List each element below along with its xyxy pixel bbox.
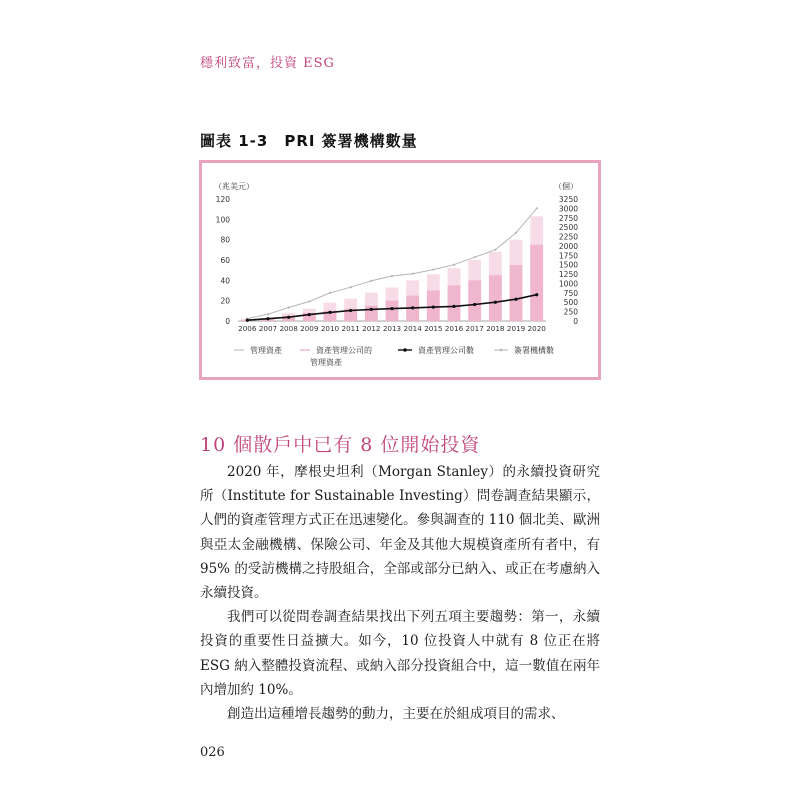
left-axis-unit: （兆美元） (214, 182, 254, 191)
x-tick-label: 2010 (320, 324, 340, 333)
manager-count-point (308, 313, 311, 316)
right-tick-label: 1750 (558, 251, 578, 261)
manager-count-point (349, 309, 352, 312)
left-tick-label: 80 (220, 235, 230, 245)
right-tick-label: 0 (573, 317, 578, 326)
figure-title: 圖表 1-3 PRI 簽署機構數量 (200, 132, 418, 150)
legend-label: 管理資產 (310, 358, 342, 367)
signatories-point (494, 249, 496, 251)
left-tick-label: 60 (220, 256, 230, 265)
left-tick-label: 0 (225, 317, 230, 326)
signatories-point (329, 292, 331, 294)
x-tick-label: 2007 (258, 324, 278, 333)
right-axis-unit: （個） (554, 182, 578, 191)
manager-count-point (432, 306, 435, 309)
manager-count-point (390, 307, 393, 310)
signatories-point (432, 268, 434, 270)
right-tick-label: 1250 (558, 270, 578, 280)
manager-count-point (535, 293, 538, 296)
left-tick-label: 40 (220, 276, 230, 286)
left-tick-label: 120 (215, 195, 230, 204)
bar-manager-assets (386, 301, 399, 321)
right-tick-label: 2250 (558, 232, 578, 242)
right-tick-label: 3250 (558, 195, 578, 204)
x-tick-label: 2009 (300, 324, 319, 333)
x-tick-label: 2016 (444, 324, 464, 333)
bar-manager-assets (530, 245, 543, 321)
section-heading: 10 個散戶中已有 8 位開始投資 (200, 434, 481, 456)
paragraph-1: 2020 年，摩根史坦利（Morgan Stanley）的永續投資研究所（Institute for Sustainable Investing）問卷調查結果顯示，人們的資產管理方式正在迅速變化。參與調查的 110 個北美、歐洲與亞太金融機構、保險公司、年金及其他大規模資產所有者中，有 95% 的受訪機構之持股組合，全部或部分已納入、或正在考慮納入永續投資。 (200, 464, 600, 602)
right-tick-label: 3000 (558, 204, 578, 214)
signatories-point (515, 232, 517, 234)
x-tick-label: 2019 (506, 324, 526, 333)
bar-manager-assets (468, 280, 481, 321)
manager-count-point (287, 316, 290, 319)
legend-marker-manager-count (403, 348, 407, 352)
signatories-point (474, 256, 476, 258)
signatories-point (412, 273, 414, 275)
manager-count-point (411, 306, 414, 309)
x-tick-label: 2017 (465, 324, 484, 333)
running-head: 穩利致富，投資 ESG (200, 56, 335, 71)
x-tick-label: 2013 (382, 324, 402, 333)
signatories-point (536, 207, 538, 209)
legend-label: 資產管理公司的 (316, 346, 372, 355)
paragraph-2: 我們可以從問卷調查結果找出下列五項主要趨勢：第一，永續投資的重要性日益擴大。如今，10 位投資人中就有 8 位正在將 ESG 納入整體投資流程、或納入部分投資組合中，這一數值在兩年內增加約 10%。 (200, 609, 600, 698)
signatories-point (288, 306, 290, 308)
page-number: 026 (200, 745, 225, 760)
manager-count-point (370, 308, 373, 311)
manager-count-point (494, 301, 497, 304)
x-tick-label: 2008 (279, 324, 298, 333)
signatories-point (453, 264, 455, 266)
x-tick-label: 2018 (486, 324, 505, 333)
right-tick-label: 1000 (558, 279, 578, 289)
x-tick-label: 2020 (527, 324, 546, 333)
signatories-point (308, 300, 310, 302)
right-tick-label: 2750 (558, 213, 578, 223)
manager-count-point (473, 303, 476, 306)
right-tick-label: 2000 (558, 241, 578, 251)
signatories-point (370, 280, 372, 282)
right-tick-label: 1500 (558, 260, 578, 270)
bar-manager-assets (448, 285, 461, 321)
right-tick-label: 250 (563, 307, 578, 317)
right-tick-label: 500 (563, 298, 578, 308)
signatories-point (350, 286, 352, 288)
left-tick-label: 20 (220, 296, 230, 306)
x-tick-label: 2012 (362, 324, 381, 333)
signatories-point (391, 275, 393, 277)
manager-count-point (514, 298, 517, 301)
signatories-point (267, 313, 269, 315)
manager-count-point (328, 311, 331, 314)
x-tick-label: 2006 (238, 324, 257, 333)
bar-manager-assets (489, 275, 502, 321)
legend-label: 簽署機構數 (514, 346, 554, 355)
paragraph-3: 創造出這種增長趨勢的動力，主要在於組成項目的需求、 (227, 706, 565, 723)
left-tick-label: 100 (215, 215, 230, 225)
manager-count-point (246, 319, 249, 322)
x-tick-label: 2014 (403, 324, 422, 333)
chart-frame (199, 160, 601, 380)
manager-count-point (452, 305, 455, 308)
x-tick-label: 2015 (424, 324, 443, 333)
legend-marker-signatories (500, 349, 503, 352)
right-tick-label: 2500 (558, 223, 578, 233)
pri-chart (202, 163, 598, 377)
right-tick-label: 750 (563, 288, 578, 298)
legend-label: 資產管理公司數 (418, 346, 474, 355)
legend-label: 管理資產 (250, 346, 282, 355)
manager-count-point (266, 317, 269, 320)
body-text (200, 460, 600, 726)
bar-manager-assets (510, 265, 523, 321)
x-tick-label: 2011 (341, 324, 360, 333)
